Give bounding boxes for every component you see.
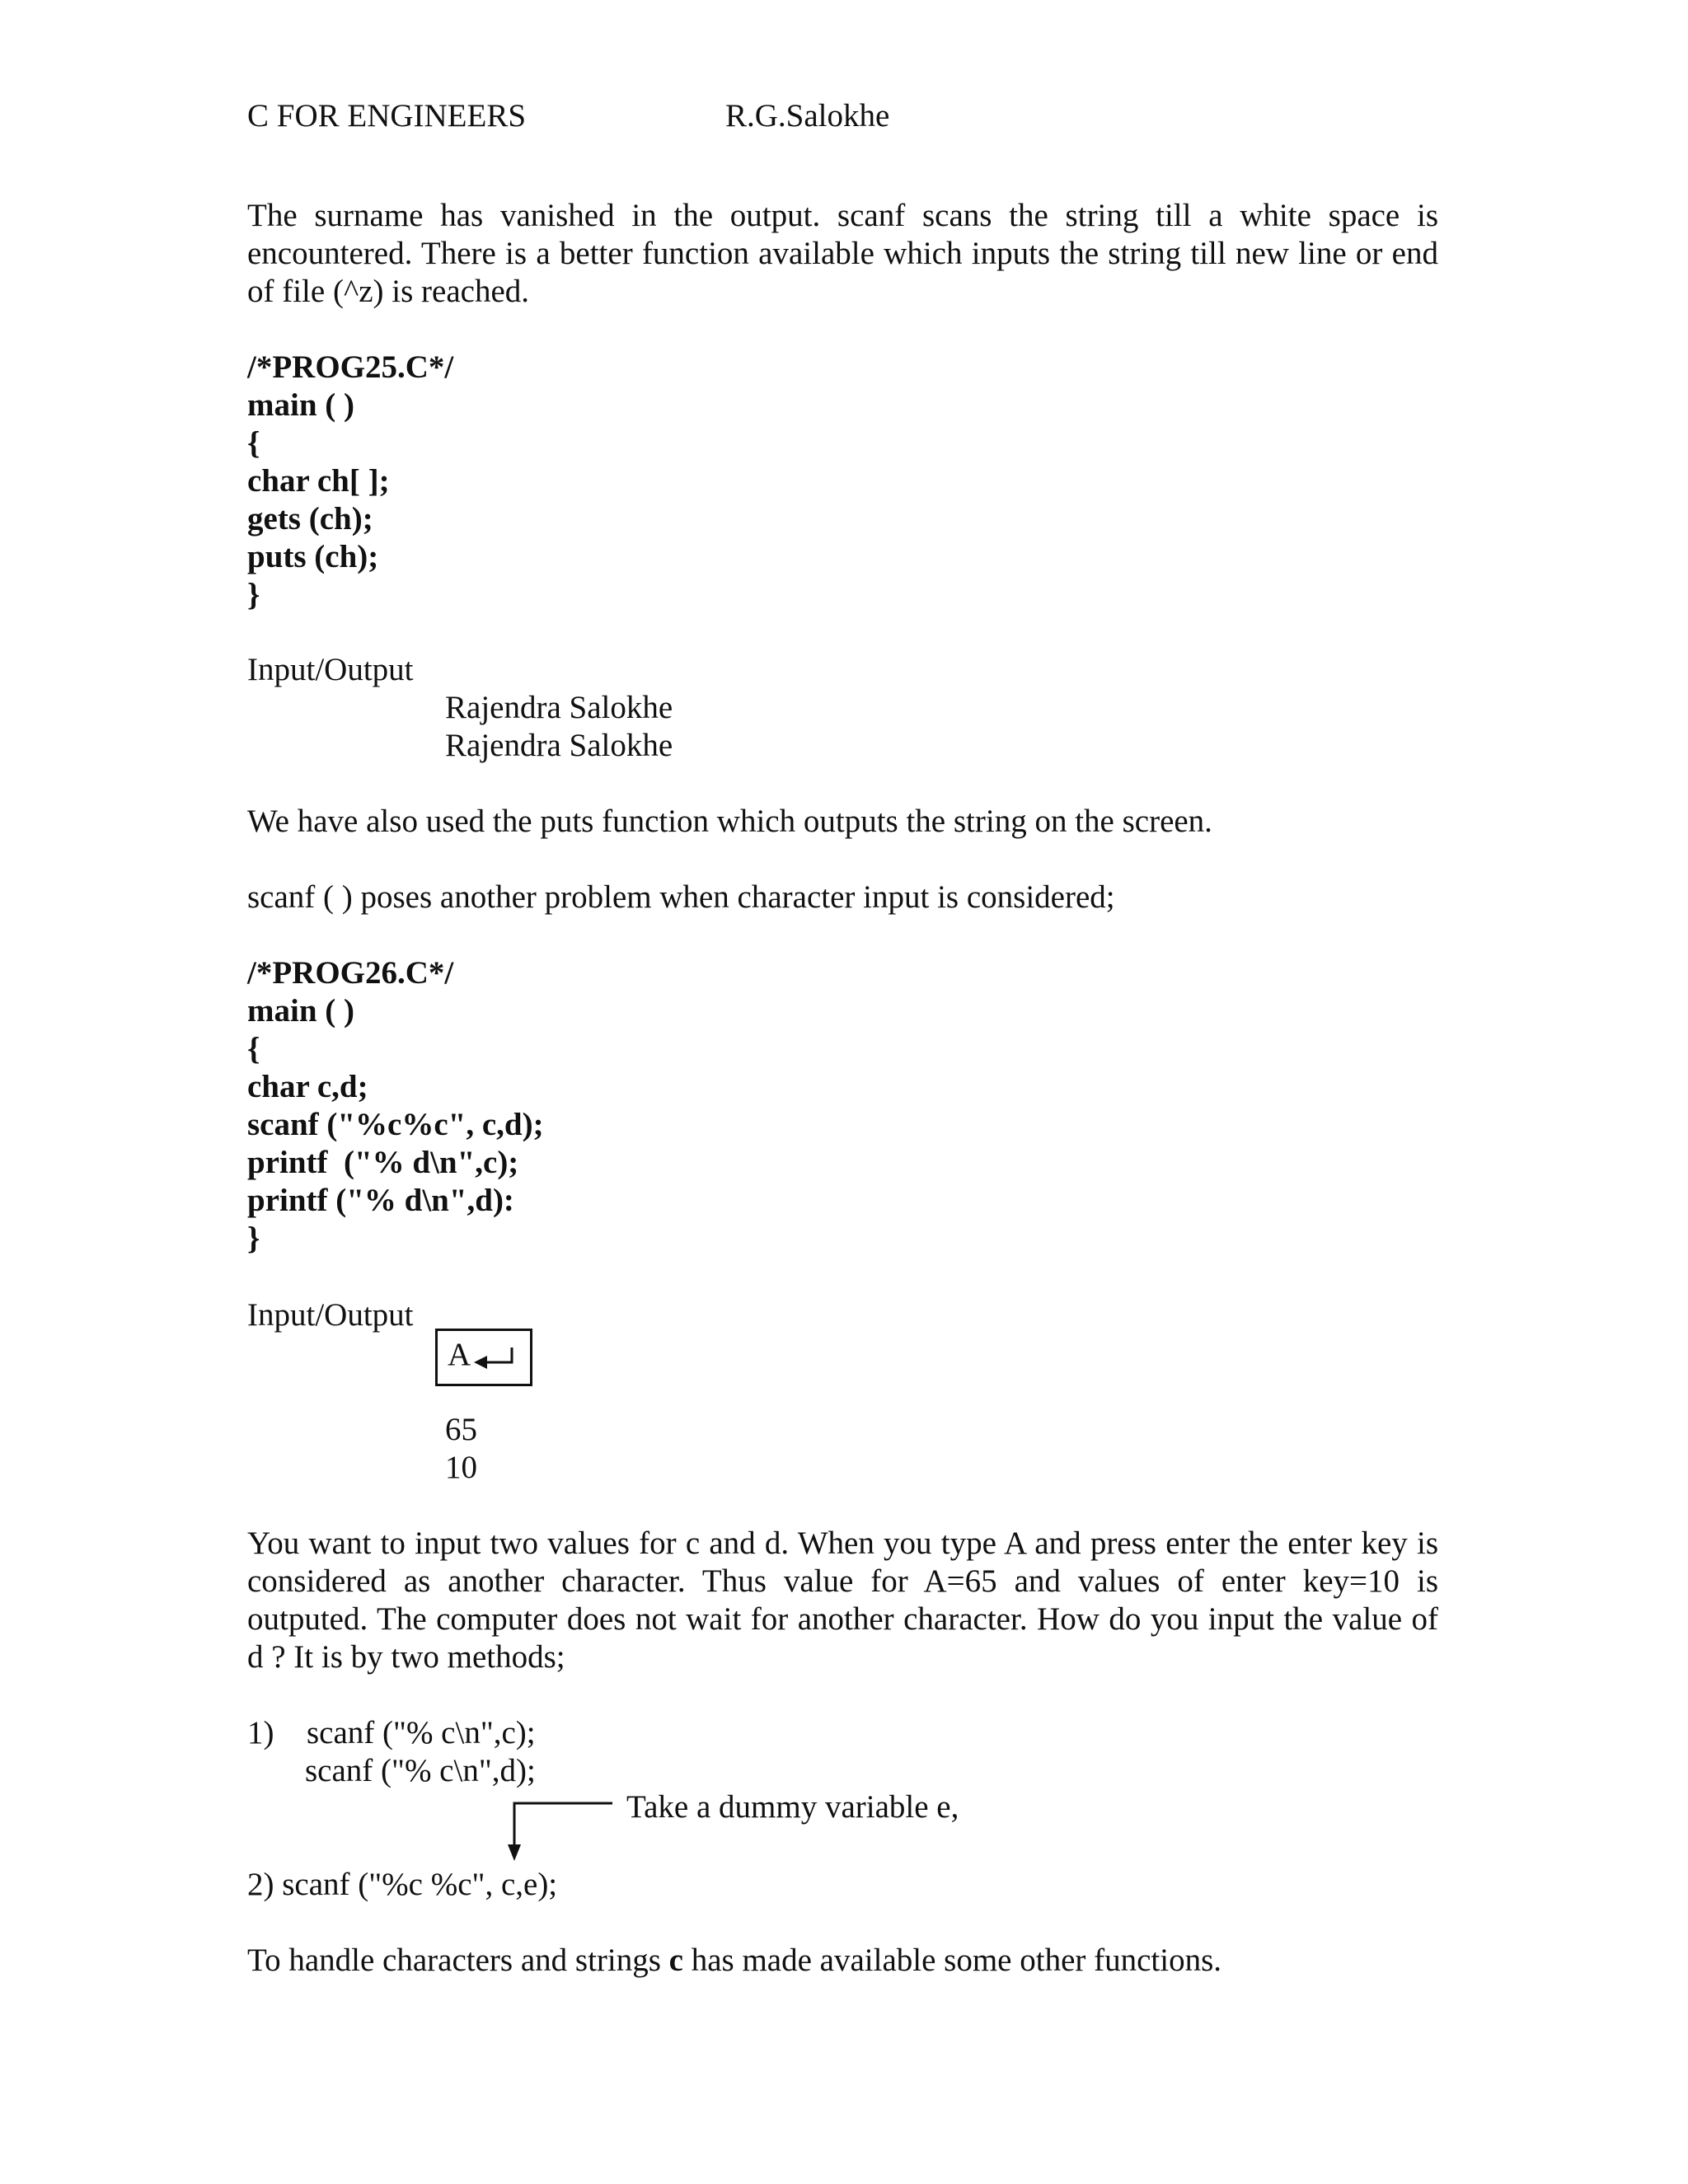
input-char: A [448, 1337, 471, 1372]
code-line: } [247, 1221, 260, 1256]
author-name: R.G.Salokhe [725, 98, 890, 134]
text-segment: To handle characters and strings [247, 1943, 669, 1978]
paragraph-other-functions [247, 1942, 1221, 1980]
method-1-line: scanf ("% c\n",d); [305, 1753, 536, 1788]
book-title: C FOR ENGINEERS [247, 98, 527, 134]
io-label-2: Input/Output [247, 1297, 414, 1333]
code-line: scanf ("%c%c", c,d); [247, 1107, 544, 1142]
code-line: printf ("% d\n",d): [247, 1183, 514, 1218]
method-1-line: scanf ("% c\n",c); [307, 1715, 536, 1750]
io-output-value: 10 [445, 1450, 477, 1485]
paragraph-enter-key: You want to input two values for c and d. When you type A and press enter the enter key is considered as another character. Thus value for A=65 and values of enter key=10 is outputed. The computer does not wait for another character. How do you input the value of d ? It is by two methods; [247, 1526, 1438, 1675]
io-output-line: Rajendra Salokhe [445, 690, 673, 725]
annotation-dummy-variable: Take a dummy variable e, [626, 1789, 959, 1825]
method-2-line: 2) scanf ("%c %c", c,e); [247, 1867, 558, 1902]
io-label-1: Input/Output [247, 652, 414, 687]
paragraph-scanf-problem: scanf ( ) poses another problem when character input is considered; [247, 879, 1115, 915]
text-segment: has made available some other functions. [682, 1943, 1222, 1978]
method-1-number: 1) [247, 1715, 274, 1750]
io-output-line: Rajendra Salokhe [445, 728, 673, 763]
code-line: { [247, 425, 260, 461]
paragraph-scanf-surname: The surname has vanished in the output. scanf scans the string till a white space is encountered. There is a better function available which inputs the string till new line or end of file (^z) is reached. [247, 198, 1438, 309]
code-block-prog26 [247, 954, 544, 1258]
code-block-prog25 [247, 349, 453, 614]
code-line: main ( ) [247, 993, 354, 1029]
paragraph-puts: We have also used the puts function which outputs the string on the screen. [247, 804, 1212, 839]
code-line: printf ("% d\n",c); [247, 1145, 519, 1180]
code-line: puts (ch); [247, 539, 379, 574]
enter-key-icon [472, 1346, 518, 1372]
code-line: gets (ch); [247, 501, 373, 537]
code-line: char ch[ ]; [247, 463, 390, 499]
code-line: } [247, 577, 260, 612]
code-line: /*PROG25.C*/ [247, 349, 454, 385]
code-line: char c,d; [247, 1069, 368, 1104]
io-output-value: 65 [445, 1412, 477, 1447]
arrow-down-icon [495, 1790, 618, 1864]
input-box [435, 1329, 532, 1386]
bold-c: c [668, 1943, 683, 1978]
code-line: /*PROG26.C*/ [247, 955, 454, 991]
code-line: main ( ) [247, 387, 354, 423]
code-line: { [247, 1031, 260, 1066]
